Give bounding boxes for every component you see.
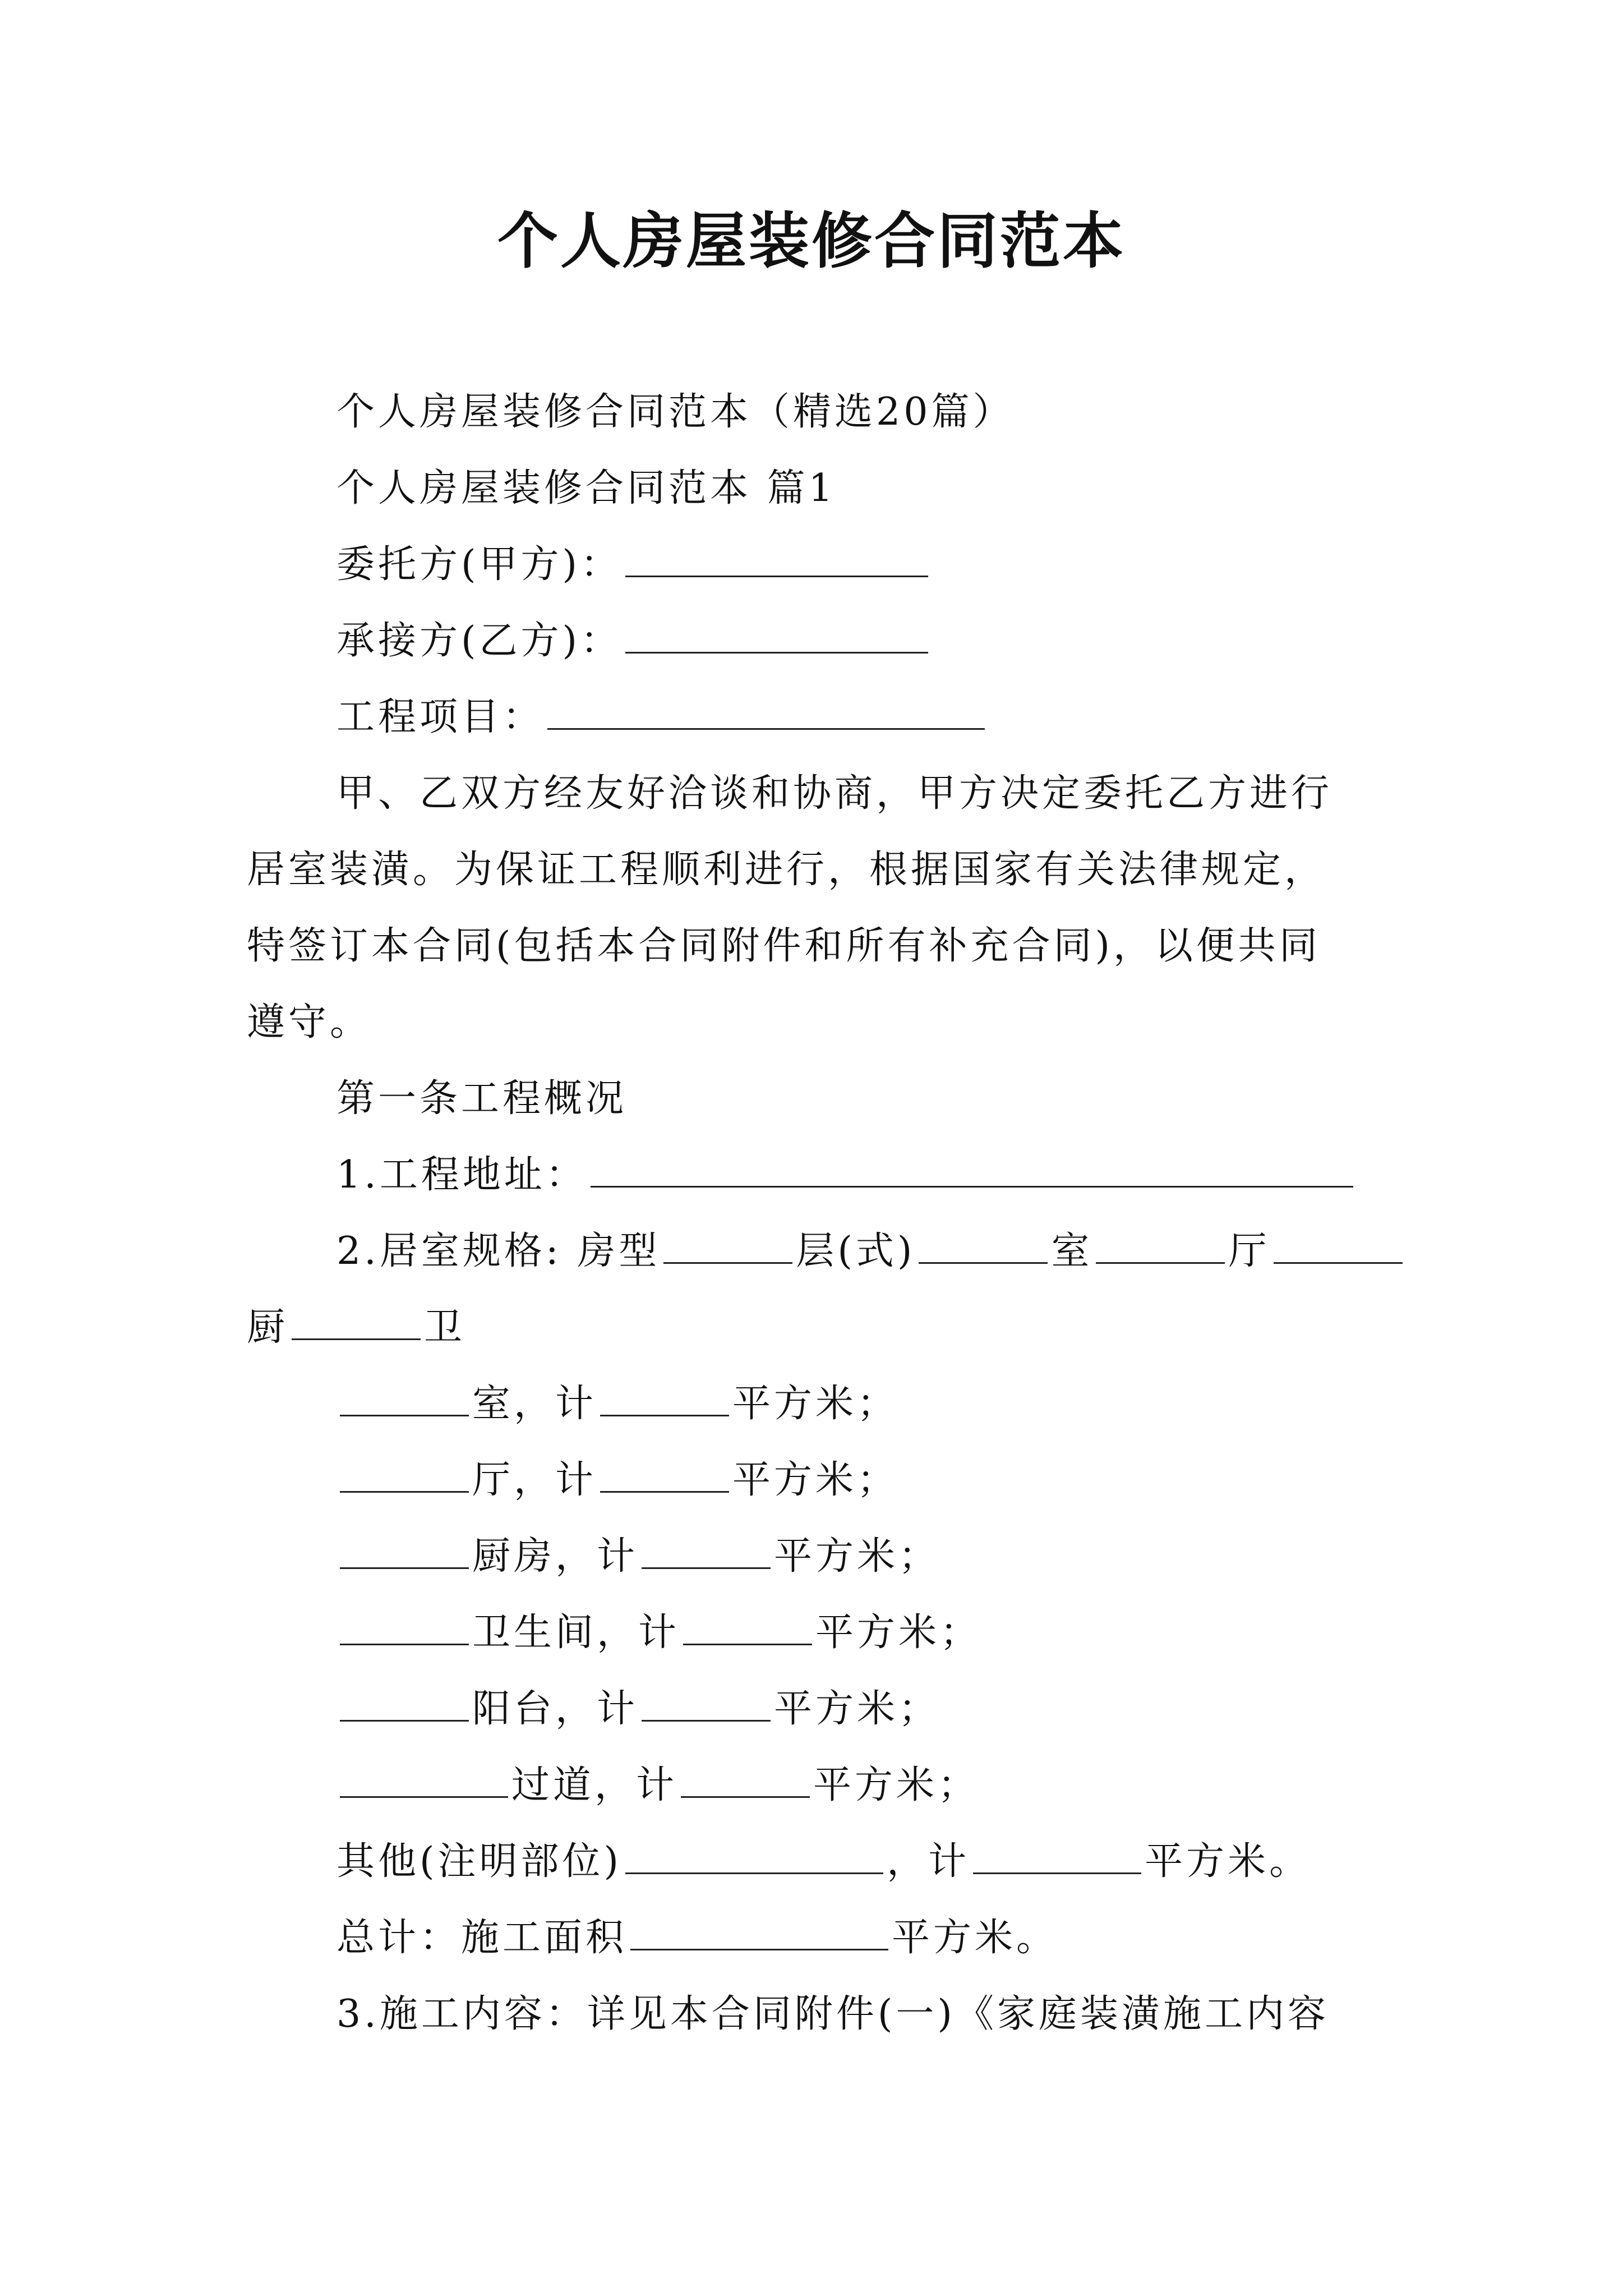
area-row: [336, 1455, 898, 1506]
address-blank: [591, 1151, 1353, 1188]
project-label: 工程项目：: [336, 695, 545, 739]
area-row-name: 过道，计: [511, 1763, 678, 1807]
article-heading: 个人房屋装修合同范本 篇1: [336, 466, 836, 510]
party-b-label: 承接方(乙方)：: [336, 619, 623, 663]
party-b-line: [336, 616, 932, 666]
document-title: 个人房屋装修合同范本: [497, 206, 1126, 277]
party-a-blank: [625, 541, 928, 577]
area-row-name: 阳台，计: [472, 1687, 639, 1731]
area-value-blank: [642, 1533, 771, 1569]
spec-type-blank: [663, 1227, 792, 1264]
address-line: [336, 1150, 1357, 1200]
total-label: 总计：施工面积: [336, 1916, 628, 1960]
address-label: 1.工程地址：: [336, 1153, 587, 1197]
area-count-blank: [340, 1456, 469, 1493]
spec-label: 2.居室规格: 房型: [336, 1229, 661, 1273]
area-row-name: 厨房，计: [472, 1534, 639, 1579]
party-a-line: [336, 540, 932, 590]
room-spec-line-2: [247, 1303, 465, 1353]
spec-bath-label: 卫: [424, 1305, 466, 1350]
area-row-name: 厅，计: [472, 1458, 597, 1502]
spec-floor-blank: [919, 1227, 1048, 1264]
total-area-blank: [630, 1914, 888, 1950]
spec-room-label: 室: [1051, 1229, 1093, 1273]
section-1-heading: 第一条工程概况: [336, 1076, 628, 1121]
intro-paragraph-line-4: 遵守。: [247, 1000, 372, 1045]
area-row: [336, 1608, 981, 1658]
area-row: [336, 1531, 940, 1582]
spec-kitchen-label: 厨: [247, 1305, 289, 1350]
other-mid-label: ，计: [887, 1839, 970, 1884]
area-count-blank: [340, 1761, 508, 1798]
total-area-line: [336, 1913, 1058, 1963]
area-value-blank: [600, 1456, 729, 1493]
spec-floor-label: 层(式): [796, 1229, 916, 1273]
party-b-blank: [625, 617, 928, 654]
area-count-blank: [340, 1609, 469, 1645]
room-spec-line: [336, 1226, 1406, 1277]
area-row-unit: 平方米；: [732, 1382, 899, 1426]
area-count-blank: [340, 1380, 469, 1416]
area-row: [336, 1379, 898, 1429]
area-value-blank: [681, 1761, 810, 1798]
area-count-blank: [340, 1685, 469, 1722]
party-a-label: 委托方(甲方)：: [336, 542, 623, 587]
area-value-blank: [642, 1685, 771, 1722]
other-unit: 平方米。: [1145, 1839, 1311, 1884]
other-location-blank: [625, 1838, 883, 1874]
intro-paragraph-line-1: 甲、乙双方经友好洽谈和协商，甲方决定委托乙方进行: [336, 771, 1333, 816]
project-line: [336, 692, 988, 743]
intro-paragraph-line-2: 居室装潢。为保证工程顺利进行，根据国家有关法律规定，: [247, 848, 1326, 892]
intro-paragraph-line-3: 特签订本合同(包括本合同附件和所有补充合同)，以便共同: [247, 924, 1321, 968]
area-row-unit: 平方米；: [815, 1611, 982, 1655]
construction-content-line: 3.施工内容：详见本合同附件(一)《家庭装潢施工内容: [336, 1992, 1329, 2036]
area-row-unit: 平方米；: [774, 1687, 940, 1731]
area-row-name: 卫生间，计: [472, 1611, 680, 1655]
area-count-blank: [340, 1533, 469, 1569]
area-row: [336, 1760, 979, 1811]
spec-hall-label: 厅: [1228, 1229, 1270, 1273]
other-area-line: [336, 1837, 1311, 1887]
spec-kitchen-blank: [292, 1304, 421, 1340]
area-value-blank: [683, 1609, 812, 1645]
total-unit: 平方米。: [892, 1916, 1058, 1960]
area-row-name: 室，计: [472, 1382, 597, 1426]
spec-hall-blank: [1274, 1227, 1403, 1264]
area-row: [336, 1684, 940, 1734]
other-area-blank: [973, 1838, 1141, 1874]
spec-room-blank: [1096, 1227, 1225, 1264]
project-blank: [547, 693, 985, 730]
other-label: 其他(注明部位): [336, 1839, 623, 1884]
area-row-unit: 平方米；: [732, 1458, 899, 1502]
area-value-blank: [600, 1380, 729, 1416]
area-row-unit: 平方米；: [813, 1763, 980, 1807]
document-subtitle: 个人房屋装修合同范本（精选20篇）: [336, 390, 1015, 434]
area-row-unit: 平方米；: [774, 1534, 940, 1579]
